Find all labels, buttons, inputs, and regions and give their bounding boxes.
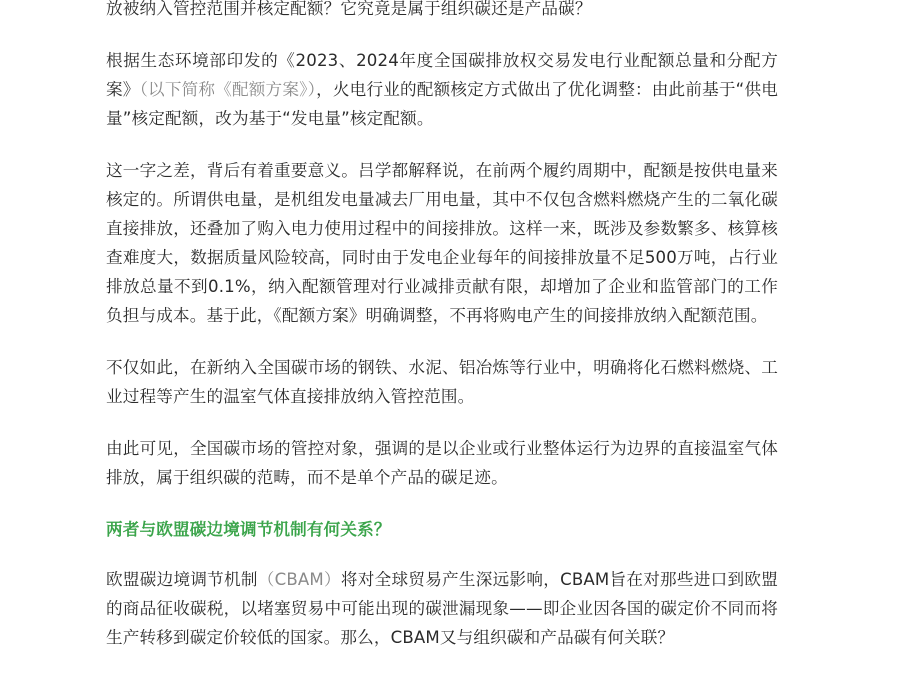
- paragraph-cbam-text-a: 欧盟碳边境调节机制: [106, 570, 258, 589]
- paragraph-cbam-abbrev-note: （CBAM）: [257, 570, 341, 589]
- paragraph-quota-plan-text-a: 根据生态环境部印发的《2023、2024年度全国碳排放权交易发电行业配额总量和分配方案》: [106, 51, 778, 99]
- paragraph-quota-plan-abbrev-note: （以下简称《配额方案》）: [139, 80, 317, 99]
- paragraph-quota-plan: [106, 46, 778, 133]
- article-body: [106, 0, 778, 675]
- paragraph-intro-tail: 放被纳入管控范围并核定配额？它究竟是属于组织碳还是产品碳？: [106, 0, 592, 18]
- paragraph-cbam-text-b: 将对全球贸易产生深远影响，CBAM旨在对那些进口到欧盟的商品征收碳税，以堵塞贸易中可能出现的碳泄漏现象——即企业因各国的碳定价不同而将生产转移到碳定价较低的国家。那么，CBAM又与组织碳和产品碳有何关联？: [106, 570, 778, 647]
- paragraph-new-industries: 不仅如此，在新纳入全国碳市场的钢铁、水泥、铝冶炼等行业中，明确将化石燃料燃烧、工业过程等产生的温室气体直接排放纳入管控范围。: [106, 358, 778, 406]
- section-heading: 两者与欧盟碳边境调节机制有何关系？: [106, 520, 391, 539]
- paragraph-significance: 这一字之差，背后有着重要意义。吕学都解释说，在前两个履约周期中，配额是按供电量来核定的。所谓供电量，是机组发电量减去厂用电量，其中不仅包含燃料燃烧产生的二氧化碳直接排放，还叠加了购入电力使用过程中的间接排放。这样一来，既涉及参数繁多、核算核查难度大，数据质量风险较高，同时由于发电企业每年的间接排放量不足500万吨，占行业排放总量不到0.1%，纳入配额管理对行业减排贡献有限，却增加了企业和监管部门的工作负担与成本。基于此，《配额方案》明确调整，不再将购电产生的间接排放纳入配额范围。: [106, 161, 778, 325]
- paragraph-conclusion: 由此可见，全国碳市场的管控对象，强调的是以企业或行业整体运行为边界的直接温室气体排放，属于组织碳的范畴，而不是单个产品的碳足迹。: [106, 439, 778, 487]
- paragraph-quota-plan-text-b: ，火电行业的配额核定方式做出了优化调整：由此前基于“供电量”核定配额，改为基于“发电量”核定配额。: [106, 80, 779, 128]
- paragraph-cbam: [106, 565, 778, 652]
